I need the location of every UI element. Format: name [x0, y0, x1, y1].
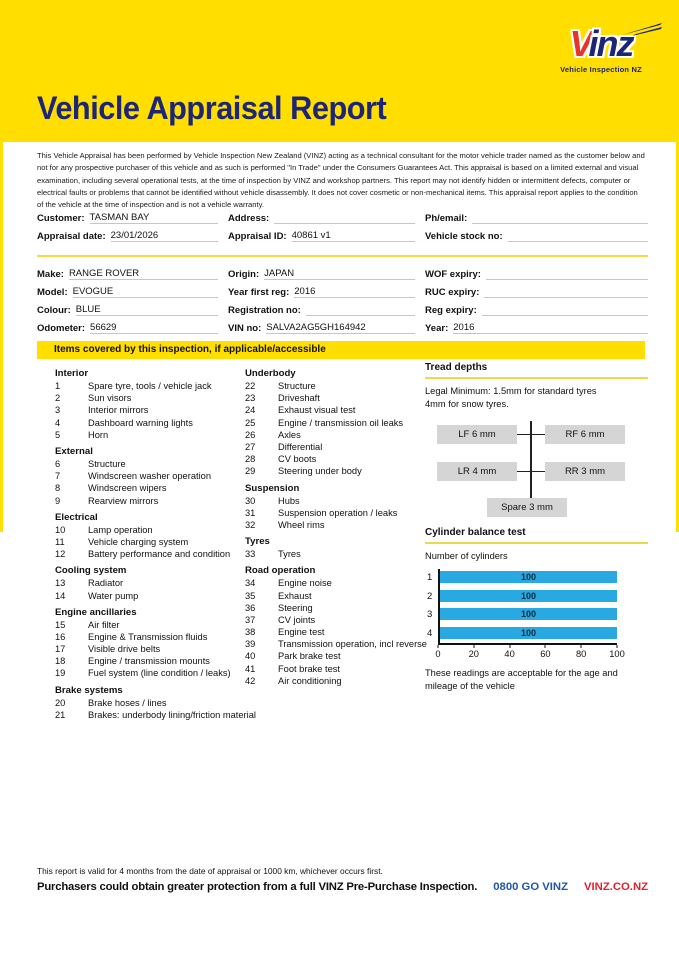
item-number: 33	[245, 549, 256, 560]
item-label: Rearview mirrors	[88, 495, 159, 506]
item-number: 41	[245, 663, 256, 674]
item-label: Sun visors	[88, 393, 132, 404]
vehicle-details-grid	[37, 263, 648, 335]
inspection-item	[245, 638, 425, 650]
cylinder-bar-row	[425, 590, 617, 602]
inspection-group-title: Tyres	[245, 536, 270, 548]
item-number: 30	[245, 495, 256, 506]
cylinder-value: 100	[520, 572, 537, 582]
item-label: CV boots	[278, 454, 317, 465]
vinz-logo	[542, 24, 660, 74]
item-number: 10	[55, 524, 66, 535]
field-value	[306, 304, 415, 316]
cylinder-bar-row	[425, 608, 617, 620]
field-label: Colour:	[37, 305, 71, 316]
item-number: 18	[55, 656, 66, 667]
cylinder-bar-track	[440, 590, 617, 602]
field-value	[486, 268, 648, 280]
form-field	[37, 299, 218, 317]
item-number: 40	[245, 651, 256, 662]
inspection-item	[55, 404, 245, 416]
item-number: 31	[245, 507, 256, 518]
item-label: Structure	[88, 459, 126, 470]
footer-row	[37, 881, 648, 893]
logo-letters-inz: inz	[588, 23, 633, 64]
field-label: Appraisal date:	[37, 231, 106, 242]
inspection-item	[245, 589, 425, 601]
item-label: Brake hoses / lines	[88, 697, 167, 708]
field-label: Reg expiry:	[425, 305, 477, 316]
rear-axle-line	[517, 471, 545, 473]
cylinder-bar	[440, 590, 617, 602]
item-label: Steering under body	[278, 466, 362, 477]
item-label: Exhaust	[278, 590, 312, 601]
legal-minimum-text	[425, 385, 648, 411]
item-label: Lamp operation	[88, 524, 153, 535]
cylinder-bar-track	[440, 627, 617, 639]
chart-x-ticks	[435, 645, 625, 663]
item-label: Engine noise	[278, 578, 332, 589]
logo-letter-v: V	[569, 23, 592, 64]
tread-depths-title: Tread depths	[425, 362, 488, 373]
field-label: VIN no:	[228, 323, 262, 334]
item-number: 2	[55, 393, 61, 404]
inspection-group-title: Interior	[55, 368, 89, 379]
inspection-item	[55, 667, 245, 679]
form-field	[37, 281, 218, 299]
footer-contacts	[493, 881, 648, 893]
cylinder-title-rule	[425, 542, 648, 544]
field-label: Odometer:	[37, 323, 86, 334]
tread-left-rear: LR 4 mm	[437, 462, 517, 481]
inspection-item	[245, 650, 425, 662]
field-value: EVOGUE	[73, 286, 218, 298]
section-divider	[37, 255, 648, 257]
cylinder-number: 4	[427, 627, 433, 639]
inspection-group-title: Road operation	[245, 565, 316, 577]
form-field	[228, 207, 415, 225]
field-label: Registration no:	[228, 305, 301, 316]
item-label: Suspension operation / leaks	[278, 507, 398, 518]
item-number: 42	[245, 675, 256, 686]
inspection-item	[245, 453, 425, 465]
field-label: Vehicle stock no:	[425, 231, 503, 242]
item-label: Vehicle charging system	[88, 536, 189, 547]
item-number: 13	[55, 578, 66, 589]
item-number: 39	[245, 639, 256, 650]
inspection-item	[245, 392, 425, 404]
item-number: 32	[245, 519, 256, 530]
form-field	[425, 207, 648, 225]
axis-tick-label: 100	[609, 649, 625, 659]
cylinder-number: 3	[427, 609, 433, 620]
form-field	[228, 299, 415, 317]
item-number: 29	[245, 466, 256, 477]
legal-minimum-line2: 4mm for snow tyres.	[425, 399, 509, 410]
inspection-group-title: Electrical	[55, 511, 98, 523]
item-number: 38	[245, 627, 256, 638]
cylinder-bar-track	[440, 608, 617, 620]
inspection-item	[55, 495, 245, 507]
inspection-item	[55, 458, 245, 470]
item-label: Engine / transmission mounts	[88, 656, 210, 667]
item-number: 36	[245, 602, 256, 613]
item-label: Wheel rims	[278, 519, 325, 530]
item-label: Steering	[278, 602, 313, 613]
field-value: 23/01/2026	[111, 230, 218, 242]
cylinder-balance-section	[425, 527, 648, 694]
tread-title-rule	[425, 377, 648, 379]
item-number: 20	[55, 697, 66, 708]
inspection-item	[245, 507, 425, 519]
cylinder-bar	[440, 608, 617, 620]
axis-tick-mark	[473, 645, 474, 648]
field-value: RANGE ROVER	[69, 268, 218, 280]
vinz-logo-wordmark	[542, 24, 660, 64]
item-label: Windscreen wipers	[88, 483, 167, 494]
item-label: Structure	[278, 381, 316, 392]
inspection-item	[245, 602, 425, 614]
form-field	[37, 207, 218, 225]
axis-tick-mark	[581, 645, 582, 648]
note-line1: These readings are acceptable for the age and	[425, 668, 618, 678]
field-value: 56629	[90, 322, 218, 334]
inspection-item	[245, 441, 425, 453]
inspection-item	[245, 548, 425, 560]
axis-tick-mark	[617, 645, 618, 648]
inspection-item	[55, 470, 245, 482]
item-label: Engine test	[278, 627, 325, 638]
inspection-item	[245, 577, 425, 589]
form-field	[425, 317, 648, 335]
page-title: Vehicle Appraisal Report	[37, 90, 387, 126]
field-label: RUC expiry:	[425, 287, 480, 298]
inspection-item	[55, 697, 245, 709]
item-label: Horn	[88, 429, 109, 440]
item-label: Tyres	[278, 549, 301, 560]
axis-tick-mark	[545, 645, 546, 648]
item-number: 25	[245, 417, 256, 428]
item-number: 27	[245, 442, 256, 453]
field-label: Make:	[37, 269, 64, 280]
inspection-group-title: Brake systems	[55, 684, 123, 696]
cylinder-bar	[440, 571, 617, 583]
item-label: Engine & Transmission fluids	[88, 631, 208, 642]
item-number: 22	[245, 381, 256, 392]
cylinder-test-title: Cylinder balance test	[425, 527, 526, 538]
form-field	[37, 263, 218, 281]
item-number: 16	[55, 631, 66, 642]
form-field	[228, 281, 415, 299]
axis-tick-label: 0	[435, 649, 441, 659]
field-value	[482, 304, 648, 316]
cylinder-number: 1	[427, 572, 433, 583]
cylinder-axis-caption: Number of cylinders	[425, 551, 508, 561]
item-label: Exhaust visual test	[278, 405, 356, 416]
item-label: Air filter	[88, 619, 120, 630]
field-value: 40861 v1	[292, 230, 415, 242]
tread-right-front: RF 6 mm	[545, 425, 625, 444]
item-number: 4	[55, 417, 61, 428]
item-label: Engine / transmission oil leaks	[278, 417, 404, 428]
field-value	[484, 286, 648, 298]
form-field	[425, 281, 648, 299]
item-label: Transmission operation, incl reverse	[278, 639, 427, 650]
inspection-item	[55, 392, 245, 404]
form-field	[228, 317, 415, 335]
field-label: Appraisal ID:	[228, 231, 287, 242]
item-label: CV joints	[278, 614, 316, 625]
pre-purchase-message: Purchasers could obtain greater protection from a full VINZ Pre-Purchase Inspection.	[37, 881, 478, 893]
inspection-column-middle	[245, 368, 425, 687]
cylinder-bar-chart	[425, 569, 625, 665]
inspection-group-title: Suspension	[245, 482, 300, 494]
item-number: 24	[245, 405, 256, 416]
inspection-item	[55, 524, 245, 536]
field-label: Origin:	[228, 269, 260, 280]
front-axle-line	[517, 434, 545, 436]
form-field	[425, 299, 648, 317]
inspection-item	[245, 675, 425, 687]
axis-tick-label: 80	[576, 649, 587, 659]
cylinder-number: 2	[427, 590, 433, 602]
inspection-group-title: External	[55, 445, 93, 457]
field-value: SALVA2AG5GH164942	[266, 322, 415, 334]
item-number: 23	[245, 393, 256, 404]
item-number: 6	[55, 459, 61, 470]
inspection-item	[55, 631, 245, 643]
item-label: Axles	[278, 429, 301, 440]
field-value	[274, 212, 415, 224]
items-covered-banner: Items covered by this inspection, if applicable/accessible	[37, 341, 645, 359]
item-number: 37	[245, 614, 256, 625]
inspection-item	[55, 536, 245, 548]
cylinder-bar	[440, 627, 617, 639]
form-field	[37, 317, 218, 335]
tread-left-front: LF 6 mm	[437, 425, 517, 444]
inspection-item	[55, 709, 256, 721]
item-number: 1	[55, 381, 61, 392]
field-label: Address:	[228, 213, 270, 224]
cylinder-value: 100	[520, 590, 537, 601]
disclaimer-text: This Vehicle Appraisal has been performed by Vehicle Inspection New Zealand (VINZ) acting as a technical consultant for the motor vehicle trader named as the customer below and not for any prospective purchaser of this vehicle and as such is performed "In Trade" under the Consumers Guarantees Act. This appraisal is based on a limited external and visual examination, including several operational tests, at the time of inspection by VINZ and workshop partners. This report may not identify hidden or intermittent defects, computer or electrical faults or problems that cannot be identified without vehicle disassembly. It does not cover cosmetic or non-mechanical items. This appraisal report applies to the condition of the vehicle at the time of inspection and is not a vehicle warranty.	[37, 151, 645, 210]
field-value: 2016	[453, 322, 648, 334]
inspection-item	[245, 465, 425, 477]
item-number: 14	[55, 590, 66, 601]
item-number: 12	[55, 549, 66, 560]
field-label: Customer:	[37, 213, 85, 224]
cylinder-value: 100	[520, 609, 537, 619]
inspection-item	[245, 417, 425, 429]
item-number: 28	[245, 454, 256, 465]
inspection-item	[55, 380, 245, 392]
inspection-item	[245, 626, 425, 638]
field-value: BLUE	[76, 304, 218, 316]
logo-tagline: Vehicle Inspection NZ	[560, 65, 642, 74]
form-field	[37, 225, 218, 243]
inspection-group-title: Engine ancillaries	[55, 606, 137, 618]
item-number: 17	[55, 644, 66, 655]
tread-right-rear: RR 3 mm	[545, 462, 625, 481]
field-label: WOF expiry:	[425, 269, 481, 280]
inspection-item	[245, 495, 425, 507]
axis-tick-label: 60	[540, 649, 551, 659]
item-number: 21	[55, 709, 66, 720]
item-label: Windscreen washer operation	[88, 471, 211, 482]
item-label: Radiator	[88, 578, 124, 589]
tyre-position-diagram	[425, 421, 648, 521]
inspection-item	[55, 429, 245, 441]
field-label: Year:	[425, 323, 449, 334]
inspection-item	[55, 548, 245, 560]
axis-tick-label: 40	[504, 649, 515, 659]
item-label: Fuel system (line condition / leaks)	[88, 668, 231, 679]
left-yellow-border	[0, 142, 3, 532]
cylinder-bar-row	[425, 627, 617, 639]
field-label: Model:	[37, 287, 68, 298]
field-label: Year first reg:	[228, 287, 290, 298]
field-value: JAPAN	[264, 268, 415, 280]
form-field	[425, 225, 648, 243]
inspection-item	[245, 614, 425, 626]
inspection-item	[55, 417, 245, 429]
wing-icon	[622, 23, 662, 36]
field-value: TASMAN BAY	[90, 212, 218, 224]
axis-tick-mark	[509, 645, 510, 648]
phone-number: 0800 GO VINZ	[493, 881, 568, 893]
item-number: 15	[55, 619, 66, 630]
field-value	[472, 212, 648, 224]
field-value: 2016	[294, 286, 415, 298]
report-validity-text: This report is valid for 4 months from the date of appraisal or 1000 km, whichever occurs first.	[37, 866, 383, 876]
item-label: Differential	[278, 442, 323, 453]
field-value	[508, 230, 648, 242]
inspection-item	[245, 429, 425, 441]
inspection-item	[245, 519, 425, 531]
item-label: Battery performance and condition	[88, 549, 231, 560]
inspection-item	[55, 482, 245, 494]
item-number: 7	[55, 471, 61, 482]
legal-minimum-line1: Legal Minimum: 1.5mm for standard tyres	[425, 386, 597, 396]
item-label: Foot brake test	[278, 663, 341, 674]
axis-tick-label: 20	[468, 649, 479, 659]
inspection-item	[245, 380, 425, 392]
item-number: 8	[55, 483, 61, 494]
inspection-item	[55, 655, 245, 667]
inspection-item	[245, 404, 425, 416]
item-label: Water pump	[88, 590, 139, 601]
axis-tick-mark	[438, 645, 439, 648]
item-label: Interior mirrors	[88, 405, 149, 416]
cylinder-readings-note	[425, 667, 635, 694]
note-line2: mileage of the vehicle	[425, 681, 515, 692]
cylinder-bar-row	[425, 571, 617, 583]
item-number: 26	[245, 429, 256, 440]
item-label: Visible drive belts	[88, 644, 161, 655]
item-number: 19	[55, 668, 66, 679]
item-label: Hubs	[278, 495, 300, 506]
item-label: Air conditioning	[278, 675, 342, 686]
inspection-item	[245, 663, 425, 675]
inspection-group-title: Cooling system	[55, 565, 127, 577]
item-number: 3	[55, 405, 61, 416]
item-label: Dashboard warning lights	[88, 417, 193, 428]
customer-details-grid	[37, 207, 648, 243]
item-number: 9	[55, 495, 61, 506]
inspection-item	[55, 619, 245, 631]
inspection-item	[55, 643, 245, 655]
tread-spare: Spare 3 mm	[487, 498, 567, 517]
item-label: Spare tyre, tools / vehicle jack	[88, 381, 212, 392]
inspection-item	[55, 577, 245, 589]
inspection-group-title: Underbody	[245, 368, 296, 379]
item-number: 5	[55, 429, 61, 440]
form-field	[228, 263, 415, 281]
form-field	[228, 225, 415, 243]
cylinder-value: 100	[520, 627, 537, 638]
item-number: 11	[55, 536, 65, 547]
tread-depths-section	[425, 362, 648, 521]
field-label: Ph/email:	[425, 213, 468, 224]
item-number: 34	[245, 578, 256, 589]
item-number: 35	[245, 590, 256, 601]
inspection-item	[55, 589, 245, 601]
item-label: Brakes: underbody lining/friction material	[88, 709, 256, 720]
cylinder-bar-track	[440, 571, 617, 583]
item-label: Driveshaft	[278, 393, 320, 404]
item-label: Park brake test	[278, 651, 341, 662]
yellow-header-band	[0, 0, 679, 142]
website-url: VINZ.CO.NZ	[583, 881, 648, 893]
form-field	[425, 263, 648, 281]
